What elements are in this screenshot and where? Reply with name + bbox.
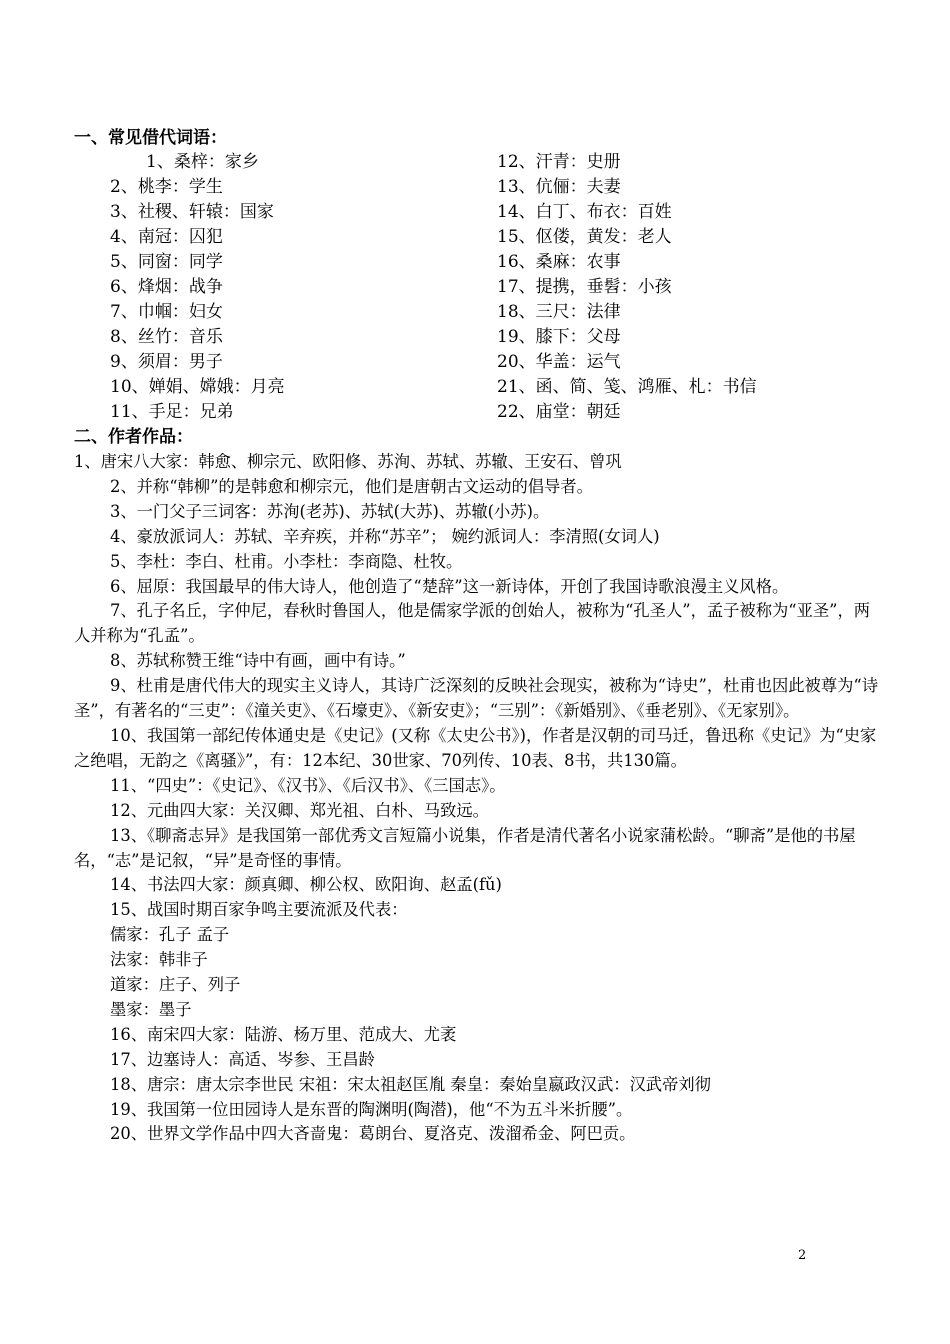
paragraph: 11、“四史”：《史记》、《汉书》、《后汉书》、《三国志》。 <box>110 775 506 795</box>
list-item: 3、社稷、轩辕：国家 <box>110 202 274 222</box>
list-item: 18、三尺：法律 <box>497 302 621 322</box>
list-item: 11、手足：兄弟 <box>110 402 234 422</box>
paragraph: 10、我国第一部纪传体通史是《史记》(又称《太史公书》)，作者是汉朝的司马迁，鲁迅称《史记》为“史家之绝唱，无韵之《离骚》”，有：12本纪、30世家、70列传、10表、8书，共130篇。 <box>74 725 877 770</box>
paragraph: 16、南宋四大家：陆游、杨万里、范成大、尤袤 <box>110 1024 457 1044</box>
section-heading-metonymy: 一、常见借代词语： <box>74 128 227 148</box>
list-item: 9、须眉：男子 <box>110 352 223 372</box>
paragraph: 19、我国第一位田园诗人是东晋的陶渊明(陶潜)，他“不为五斗米折腰”。 <box>110 1099 633 1119</box>
list-item: 8、丝竹：音乐 <box>110 327 223 347</box>
list-item: 13、伉俪：夫妻 <box>497 177 621 197</box>
list-item: 6、烽烟：战争 <box>110 277 223 297</box>
paragraph: 5、李杜：李白、杜甫。小李杜：李商隐、杜牧。 <box>110 551 463 571</box>
paragraph: 17、边塞诗人：高适、岑参、王昌龄 <box>110 1049 375 1069</box>
paragraph: 20、世界文学作品中四大吝啬鬼：葛朗台、夏洛克、泼溜希金、阿巴贡。 <box>110 1124 636 1144</box>
paragraph: 4、豪放派词人：苏轼、辛弃疾，并称“苏辛”； 婉约派词人：李清照(女词人) <box>110 526 660 546</box>
list-item: 10、婵娟、嫦娥：月亮 <box>110 377 285 397</box>
page-number: 2 <box>798 1248 807 1263</box>
metonymy-column-left <box>110 150 285 425</box>
list-item: 12、汗青：史册 <box>497 152 621 172</box>
list-item: 22、庙堂：朝廷 <box>497 402 621 422</box>
paragraph: 3、一门父子三词客：苏洵(老苏)、苏轼(大苏)、苏辙(小苏)。 <box>110 501 550 521</box>
list-item: 21、函、简、笺、鸿雁、札：书信 <box>497 377 757 397</box>
authors-works-body <box>74 450 880 1147</box>
paragraph: 8、苏轼称赞王维“诗中有画，画中有诗。” <box>110 651 406 671</box>
list-item: 14、白丁、布衣：百姓 <box>497 202 672 222</box>
list-item: 16、桑麻：农事 <box>497 252 621 272</box>
school-item: 儒家：孔子 孟子 <box>110 925 230 945</box>
paragraph: 14、书法四大家：颜真卿、柳公权、欧阳询、赵孟(fǔ) <box>110 875 502 895</box>
metonymy-column-right <box>497 150 757 425</box>
paragraph: 7、孔子名丘，字仲尼，春秋时鲁国人，他是儒家学派的创始人，被称为“孔圣人”，孟子被称为“亚圣”，两人并称为“孔孟”。 <box>74 601 871 646</box>
list-item: 20、华盖：运气 <box>497 352 621 372</box>
paragraph: 6、屈原：我国最早的伟大诗人，他创造了“楚辞”这一新诗体，开创了我国诗歌浪漫主义风格。 <box>110 576 789 596</box>
list-item: 5、同窗：同学 <box>110 252 223 272</box>
paragraph: 12、元曲四大家：关汉卿、郑光祖、白朴、马致远。 <box>110 800 489 820</box>
list-item: 4、南冠：囚犯 <box>110 227 223 247</box>
list-item: 15、伛偻，黄发：老人 <box>497 227 672 247</box>
paragraph: 15、战国时期百家争鸣主要流派及代表： <box>110 900 408 920</box>
school-item: 道家：庄子、列子 <box>110 975 241 995</box>
paragraph: 9、杜甫是唐代伟大的现实主义诗人，其诗广泛深刻的反映社会现实，被称为“诗史”，杜甫也因此被尊为“诗圣”，有著名的“三吏”：《潼关吏》、《石壕吏》、《新安吏》；“三别”：《新婚别》、《垂老别》、《无家别》。 <box>74 676 878 721</box>
list-item: 7、巾帼：妇女 <box>110 302 223 322</box>
list-item: 19、膝下：父母 <box>497 327 621 347</box>
paragraph: 18、唐宗：唐太宗李世民 宋祖：宋太祖赵匡胤 秦皇：秦始皇嬴政汉武：汉武帝刘彻 <box>110 1074 711 1094</box>
school-item: 法家：韩非子 <box>110 950 208 970</box>
metonymy-list <box>0 150 950 425</box>
section-heading-authors-works: 二、作者作品： <box>74 427 193 447</box>
school-item: 墨家：墨子 <box>110 999 192 1019</box>
paragraph: 2、并称“韩柳”的是韩愈和柳宗元，他们是唐朝古文运动的倡导者。 <box>110 476 593 496</box>
list-item: 17、提携，垂髫：小孩 <box>497 277 672 297</box>
list-item: 2、桃李：学生 <box>110 177 223 197</box>
paragraph: 13、《聊斋志异》是我国第一部优秀文言短篇小说集，作者是清代著名小说家蒲松龄。“聊斋”是他的书屋名，“志”是记叙，“异”是奇怪的事情。 <box>74 825 856 870</box>
paragraph: 1、唐宋八大家：韩愈、柳宗元、欧阳修、苏洵、苏轼、苏辙、王安石、曾巩 <box>74 452 622 471</box>
list-item: 1、桑梓：家乡 <box>146 152 259 172</box>
